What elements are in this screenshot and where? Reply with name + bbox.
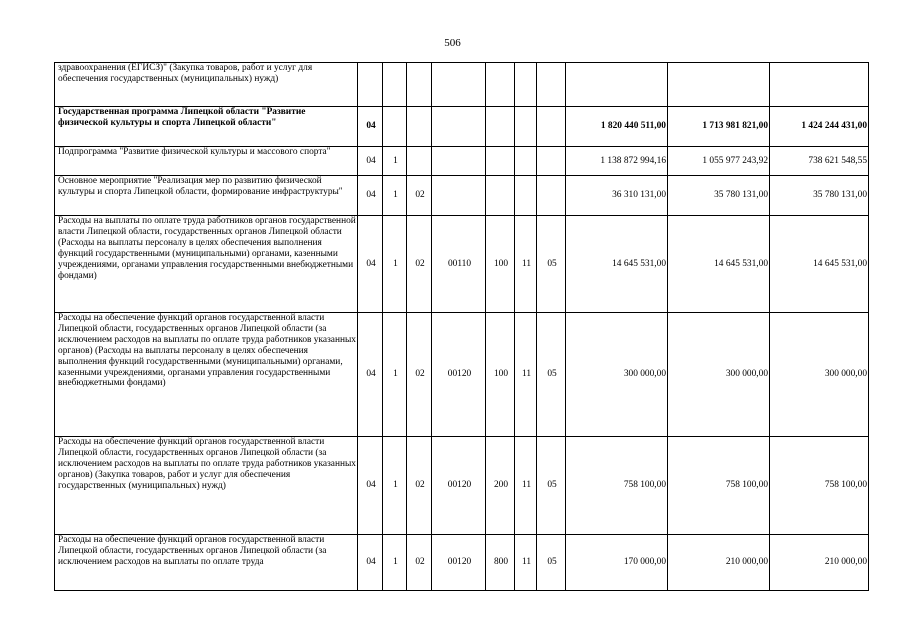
row-subprogram-code: 1 (383, 313, 407, 437)
row-amount-year1: 14 645 531,00 (566, 216, 668, 313)
row-amount-year3: 210 000,00 (770, 535, 869, 591)
row-description: Расходы на обеспечение функций органов государственной власти Липецкой области, государственных органов Липецкой области (за исключением расходов на выплаты по оплате труда работников указанных органов) (Расходы на выплаты персоналу в целях обеспечения выполнения функций государственными (муниципальными) органами, казенными учреждениями, органами управления государственными внебюджетными фондами) (55, 313, 358, 437)
table-row (55, 107, 869, 147)
row-direction-code (432, 107, 486, 147)
row-amount-year1: 1 138 872 994,16 (566, 147, 668, 176)
row-activity-code: 02 (407, 437, 432, 535)
row-amount-year2: 35 780 131,00 (668, 176, 770, 216)
row-program-code: 04 (358, 147, 383, 176)
row-activity-code: 02 (407, 176, 432, 216)
row-subprogram-code (383, 107, 407, 147)
row-description: Расходы на выплаты по оплате труда работников органов государственной власти Липецкой области, государственных органов Липецкой области (Расходы на выплаты персоналу в целях обеспечения выполнения функций государственными (муниципальными) органами, казенными учреждениями, органами управления государственными внебюджетными фондами) (55, 216, 358, 313)
row-section: 11 (515, 535, 537, 591)
row-amount-year2: 210 000,00 (668, 535, 770, 591)
row-section (515, 147, 537, 176)
row-amount-year1: 36 310 131,00 (566, 176, 668, 216)
row-expense-type: 100 (486, 313, 515, 437)
row-subprogram-code (383, 63, 407, 107)
row-amount-year3: 14 645 531,00 (770, 216, 869, 313)
row-amount-year2: 14 645 531,00 (668, 216, 770, 313)
row-expense-type: 200 (486, 437, 515, 535)
row-subprogram-code: 1 (383, 216, 407, 313)
row-description: Государственная программа Липецкой области "Развитие физической культуры и спорта Липецкой области" (55, 107, 358, 147)
table-row (55, 216, 869, 313)
row-amount-year3: 1 424 244 431,00 (770, 107, 869, 147)
row-program-code: 04 (358, 216, 383, 313)
row-expense-type (486, 176, 515, 216)
row-program-code (358, 63, 383, 107)
row-section: 11 (515, 313, 537, 437)
row-expense-type: 100 (486, 216, 515, 313)
row-direction-code: 00110 (432, 216, 486, 313)
row-amount-year2: 1 713 981 821,00 (668, 107, 770, 147)
row-amount-year2: 300 000,00 (668, 313, 770, 437)
row-program-code: 04 (358, 535, 383, 591)
page-number: 506 (444, 37, 461, 49)
table-row (55, 535, 869, 591)
row-description: Основное мероприятие "Реализация мер по развитию физической культуры и спорта Липецкой области, формирование инфраструктуры" (55, 176, 358, 216)
row-activity-code: 02 (407, 535, 432, 591)
row-subsection: 05 (537, 437, 566, 535)
row-amount-year2: 758 100,00 (668, 437, 770, 535)
row-amount-year1: 1 820 440 511,00 (566, 107, 668, 147)
row-subsection: 05 (537, 216, 566, 313)
row-expense-type (486, 63, 515, 107)
row-subprogram-code: 1 (383, 176, 407, 216)
row-description: здравоохранения (ЕГИСЗ)" (Закупка товаров, работ и услуг для обеспечения государственных (муниципальных) нужд) (55, 63, 358, 107)
row-expense-type: 800 (486, 535, 515, 591)
budget-table (54, 62, 869, 591)
row-amount-year2 (668, 63, 770, 107)
row-amount-year2: 1 055 977 243,92 (668, 147, 770, 176)
row-program-code: 04 (358, 313, 383, 437)
row-activity-code (407, 107, 432, 147)
row-subprogram-code: 1 (383, 535, 407, 591)
row-expense-type (486, 147, 515, 176)
row-subsection (537, 147, 566, 176)
row-description: Расходы на обеспечение функций органов государственной власти Липецкой области, государственных органов Липецкой области (за исключением расходов на выплаты по оплате труда (55, 535, 358, 591)
row-section: 11 (515, 216, 537, 313)
row-subsection (537, 176, 566, 216)
row-description: Расходы на обеспечение функций органов государственной власти Липецкой области, государственных органов Липецкой области (за исключением расходов на выплаты по оплате труда работников указанных органов) (Закупка товаров, работ и услуг для обеспечения государственных (муниципальных) нужд) (55, 437, 358, 535)
table-row (55, 313, 869, 437)
row-activity-code: 02 (407, 216, 432, 313)
row-amount-year3: 738 621 548,55 (770, 147, 869, 176)
row-amount-year1: 170 000,00 (566, 535, 668, 591)
row-subsection (537, 63, 566, 107)
row-program-code: 04 (358, 107, 383, 147)
row-amount-year3 (770, 63, 869, 107)
row-amount-year1: 758 100,00 (566, 437, 668, 535)
row-section (515, 107, 537, 147)
row-activity-code: 02 (407, 313, 432, 437)
table-row (55, 437, 869, 535)
row-description: Подпрограмма "Развитие физической культуры и массового спорта" (55, 147, 358, 176)
row-section (515, 176, 537, 216)
table-row (55, 176, 869, 216)
row-activity-code (407, 63, 432, 107)
row-subprogram-code: 1 (383, 437, 407, 535)
row-amount-year3: 758 100,00 (770, 437, 869, 535)
row-section: 11 (515, 437, 537, 535)
table-row (55, 63, 869, 107)
row-expense-type (486, 107, 515, 147)
row-subprogram-code: 1 (383, 147, 407, 176)
row-direction-code (432, 63, 486, 107)
row-direction-code (432, 176, 486, 216)
row-subsection (537, 107, 566, 147)
row-direction-code: 00120 (432, 535, 486, 591)
table-row (55, 147, 869, 176)
row-program-code: 04 (358, 437, 383, 535)
row-amount-year1: 300 000,00 (566, 313, 668, 437)
row-program-code: 04 (358, 176, 383, 216)
row-section (515, 63, 537, 107)
row-subsection: 05 (537, 535, 566, 591)
row-direction-code (432, 147, 486, 176)
row-amount-year1 (566, 63, 668, 107)
row-activity-code (407, 147, 432, 176)
row-amount-year3: 300 000,00 (770, 313, 869, 437)
row-direction-code: 00120 (432, 437, 486, 535)
row-subsection: 05 (537, 313, 566, 437)
row-amount-year3: 35 780 131,00 (770, 176, 869, 216)
row-direction-code: 00120 (432, 313, 486, 437)
